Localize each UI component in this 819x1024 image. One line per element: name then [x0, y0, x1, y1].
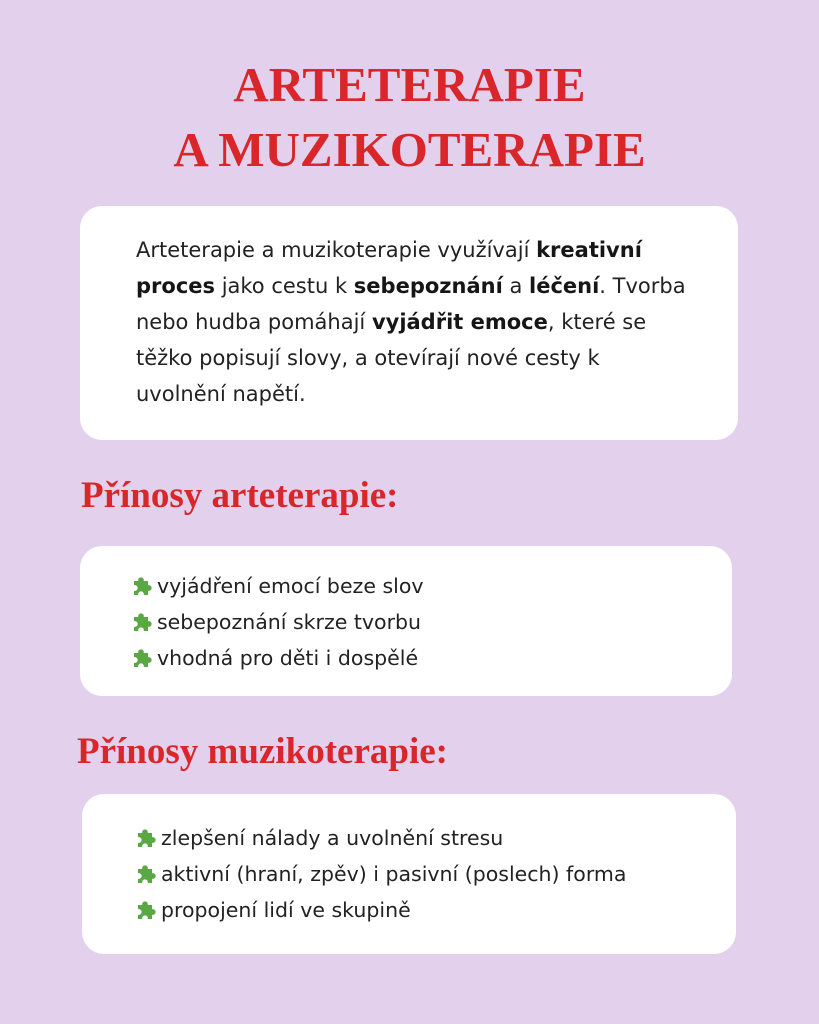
intro-text-1: Arteterapie a muzikoterapie využívají	[136, 238, 537, 262]
puzzle-piece-icon	[135, 862, 159, 886]
list-item	[135, 820, 626, 856]
list-item-text: sebepoznání skrze tvorbu	[157, 610, 422, 634]
intro-text-3: a	[502, 274, 529, 298]
music-benefits-heading: Přínosy muzikoterapie:	[77, 731, 448, 772]
puzzle-piece-icon	[131, 574, 155, 598]
intro-bold-kreativni-proces: kreativní proces	[136, 238, 642, 298]
intro-card	[80, 206, 738, 440]
intro-text-4: . Tvorba nebo hudba pomáhají	[136, 274, 686, 334]
puzzle-piece-icon	[131, 610, 155, 634]
list-item-text: vyjádření emocí beze slov	[157, 574, 424, 598]
music-benefits-list	[135, 820, 626, 928]
art-benefits-card	[80, 546, 732, 696]
music-benefits-card	[82, 794, 736, 954]
art-benefits-list	[131, 568, 424, 676]
intro-paragraph	[136, 232, 696, 412]
list-item	[131, 640, 424, 676]
intro-text-5: , které se těžko popisují slovy, a otevírají nové cesty k uvolnění napětí.	[136, 310, 647, 406]
art-benefits-heading: Přínosy arteterapie:	[81, 475, 399, 516]
list-item	[135, 892, 626, 928]
intro-text-2: jako cestu k	[215, 274, 354, 298]
list-item	[135, 856, 626, 892]
puzzle-piece-icon	[135, 898, 159, 922]
intro-bold-vyjadrit-emoce: vyjádřit emoce	[371, 310, 548, 334]
list-item-text: aktivní (hraní, zpěv) i pasivní (poslech) forma	[161, 862, 627, 886]
list-item-text: vhodná pro děti i dospělé	[157, 646, 419, 670]
intro-bold-leceni: léčení	[529, 274, 600, 298]
list-item	[131, 604, 424, 640]
puzzle-piece-icon	[131, 646, 155, 670]
list-item-text: zlepšení nálady a uvolnění stresu	[161, 826, 504, 850]
list-item-text: propojení lidí ve skupině	[161, 898, 411, 922]
page-title-line-2: A MUZIKOTERAPIE	[173, 122, 646, 177]
intro-bold-sebepoznani: sebepoznání	[353, 274, 503, 298]
list-item	[131, 568, 424, 604]
page-title-line-1: ARTETERAPIE	[233, 57, 586, 112]
puzzle-piece-icon	[135, 826, 159, 850]
